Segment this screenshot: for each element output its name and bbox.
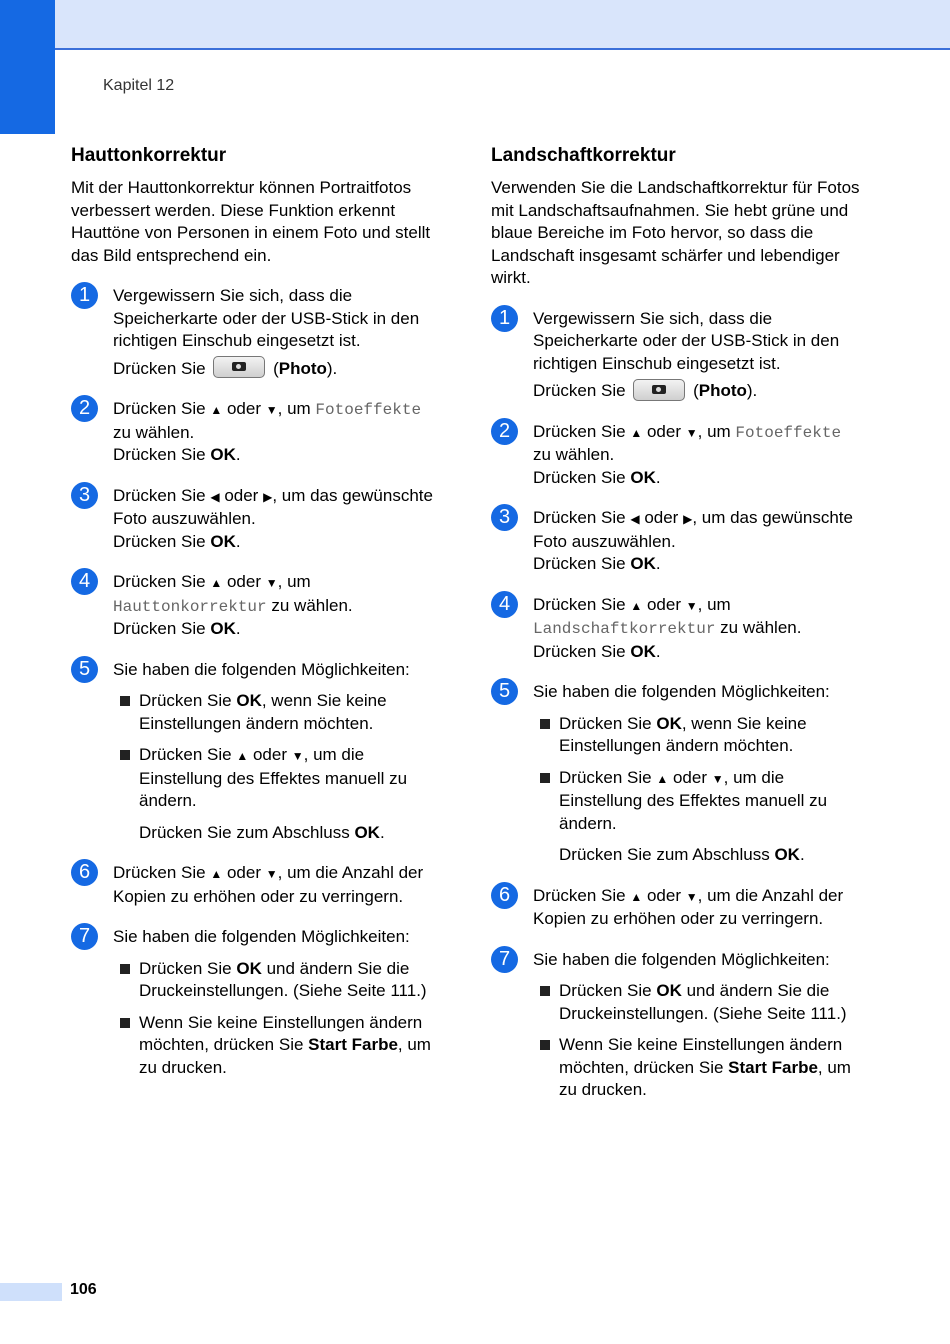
up-arrow-icon: ▲	[210, 403, 223, 418]
step-1: 1 Vergewissern Sie sich, dass die Speicherkarte oder der USB-Stick in den richtigen Einschub eingesetzt ist. Drücken Sie (Photo).	[71, 285, 443, 380]
down-arrow-icon: ▼	[685, 889, 698, 904]
menu-option: Landschaftkorrektur	[533, 620, 716, 639]
section-intro: Mit der Hauttonkorrektur können Portraitfotos verbessert werden. Diese Funktion erkennt Hauttöne von Personen in einem Foto und stellt das Bild entsprechend ein.	[71, 178, 431, 265]
chapter-label: Kapitel 12	[103, 77, 175, 94]
list-item: Wenn Sie keine Einstellungen ändern möchten, drücken Sie Start Farbe, um zu drucken.	[559, 1034, 863, 1102]
step-6: 6 Drücken Sie ▲ oder ▼, um die Anzahl der Kopien zu erhöhen oder zu verringern.	[491, 885, 863, 931]
photo-label: Photo	[278, 358, 327, 378]
step-number: 5	[491, 678, 518, 705]
step-number: 5	[71, 656, 98, 683]
step-5: 5 Sie haben die folgenden Möglichkeiten: Drücken Sie OK, wenn Sie keine Einstellungen ändern möchten. Drücken Sie ▲ oder ▼, um die Einstellung des Effektes manuell zu ändern. Drücken Sie zum Abschluss OK.	[71, 659, 443, 845]
step-number: 4	[491, 591, 518, 618]
step-number: 3	[71, 482, 98, 509]
step-4: 4 Drücken Sie ▲ oder ▼, um Hauttonkorrektur zu wählen. Drücken Sie OK.	[71, 571, 443, 641]
step-number: 1	[491, 305, 518, 332]
right-arrow-icon: ▶	[683, 512, 693, 527]
camera-icon	[213, 356, 265, 378]
down-arrow-icon: ▼	[711, 771, 724, 786]
left-arrow-icon: ◀	[210, 489, 220, 504]
step-6: 6 Drücken Sie ▲ oder ▼, um die Anzahl der Kopien zu erhöhen oder zu verringern.	[71, 862, 443, 908]
step-number: 7	[71, 923, 98, 950]
list-item: Wenn Sie keine Einstellungen ändern möchten, drücken Sie Start Farbe, um zu drucken.	[139, 1012, 443, 1080]
right-arrow-icon: ▶	[263, 489, 273, 504]
section-intro: Verwenden Sie die Landschaftkorrektur für Fotos mit Landschaftsaufnahmen. Sie hebt grüne und blaue Bereiche im Foto hervor, so dass die Landschaft insgesamt schärfer und lebendiger wirkt.	[491, 178, 860, 287]
page-number-tab	[0, 1283, 62, 1301]
list-item: Drücken Sie ▲ oder ▼, um die Einstellung des Effektes manuell zu ändern. Drücken Sie zum Abschluss OK.	[559, 767, 863, 867]
up-arrow-icon: ▲	[630, 425, 643, 440]
right-column	[491, 145, 863, 1120]
list-item: Drücken Sie OK, wenn Sie keine Einstellungen ändern möchten.	[559, 713, 863, 758]
step-1: 1 Vergewissern Sie sich, dass die Speicherkarte oder der USB-Stick in den richtigen Einschub eingesetzt ist. Drücken Sie (Photo).	[491, 308, 863, 403]
step-3: 3 Drücken Sie ◀ oder ▶, um das gewünschte Foto auszuwählen. Drücken Sie OK.	[71, 485, 443, 554]
list-item: Drücken Sie ▲ oder ▼, um die Einstellung des Effektes manuell zu ändern. Drücken Sie zum Abschluss OK.	[139, 744, 443, 844]
step-number: 2	[491, 418, 518, 445]
up-arrow-icon: ▲	[236, 749, 249, 764]
step-number: 3	[491, 504, 518, 531]
down-arrow-icon: ▼	[265, 403, 278, 418]
down-arrow-icon: ▼	[291, 749, 304, 764]
chapter-tab	[0, 0, 55, 134]
menu-option: Fotoeffekte	[735, 423, 842, 442]
up-arrow-icon: ▲	[210, 867, 223, 882]
step-4: 4 Drücken Sie ▲ oder ▼, um Landschaftkorrektur zu wählen. Drücken Sie OK.	[491, 594, 863, 664]
step-number: 2	[71, 395, 98, 422]
header-band	[0, 0, 950, 50]
step-5: 5 Sie haben die folgenden Möglichkeiten: Drücken Sie OK, wenn Sie keine Einstellungen ändern möchten. Drücken Sie ▲ oder ▼, um die Einstellung des Effektes manuell zu ändern. Drücken Sie zum Abschluss OK.	[491, 681, 863, 867]
down-arrow-icon: ▼	[685, 598, 698, 613]
page-number: 106	[70, 1281, 97, 1298]
camera-icon	[633, 379, 685, 401]
step-number: 6	[71, 859, 98, 886]
down-arrow-icon: ▼	[265, 576, 278, 591]
step-2: 2 Drücken Sie ▲ oder ▼, um Fotoeffekte zu wählen. Drücken Sie OK.	[491, 421, 863, 490]
up-arrow-icon: ▲	[656, 771, 669, 786]
list-item: Drücken Sie OK, wenn Sie keine Einstellungen ändern möchten.	[139, 690, 443, 735]
up-arrow-icon: ▲	[630, 889, 643, 904]
section-title: Hauttonkorrektur	[71, 145, 227, 166]
step-number: 6	[491, 882, 518, 909]
menu-option: Fotoeffekte	[315, 401, 422, 420]
header-rule	[55, 48, 950, 50]
step-number: 1	[71, 282, 98, 309]
down-arrow-icon: ▼	[265, 867, 278, 882]
up-arrow-icon: ▲	[210, 576, 223, 591]
photo-label: Photo	[698, 381, 747, 400]
section-title: Landschaftkorrektur	[491, 145, 676, 166]
step-2: 2 Drücken Sie ▲ oder ▼, um Fotoeffekte zu wählen. Drücken Sie OK.	[71, 398, 443, 467]
left-column	[71, 145, 443, 1097]
step-7: 7 Sie haben die folgenden Möglichkeiten: Drücken Sie OK und ändern Sie die Druckeinstellungen. (Siehe Seite 111.) Wenn Sie keine Einstellungen ändern möchten, drücken Sie Start Farbe, um zu drucken.	[71, 926, 443, 1079]
list-item: Drücken Sie OK und ändern Sie die Druckeinstellungen. (Siehe Seite 111.)	[139, 958, 443, 1003]
list-item: Drücken Sie OK und ändern Sie die Druckeinstellungen. (Siehe Seite 111.)	[559, 980, 863, 1025]
menu-option: Hauttonkorrektur	[113, 597, 267, 616]
step-3: 3 Drücken Sie ◀ oder ▶, um das gewünschte Foto auszuwählen. Drücken Sie OK.	[491, 507, 863, 576]
step-number: 7	[491, 946, 518, 973]
step-number: 4	[71, 568, 98, 595]
down-arrow-icon: ▼	[685, 425, 698, 440]
left-arrow-icon: ◀	[630, 512, 640, 527]
step-7: 7 Sie haben die folgenden Möglichkeiten: Drücken Sie OK und ändern Sie die Druckeinstellungen. (Siehe Seite 111.) Wenn Sie keine Einstellungen ändern möchten, drücken Sie Start Farbe, um zu drucken.	[491, 949, 863, 1102]
up-arrow-icon: ▲	[630, 598, 643, 613]
